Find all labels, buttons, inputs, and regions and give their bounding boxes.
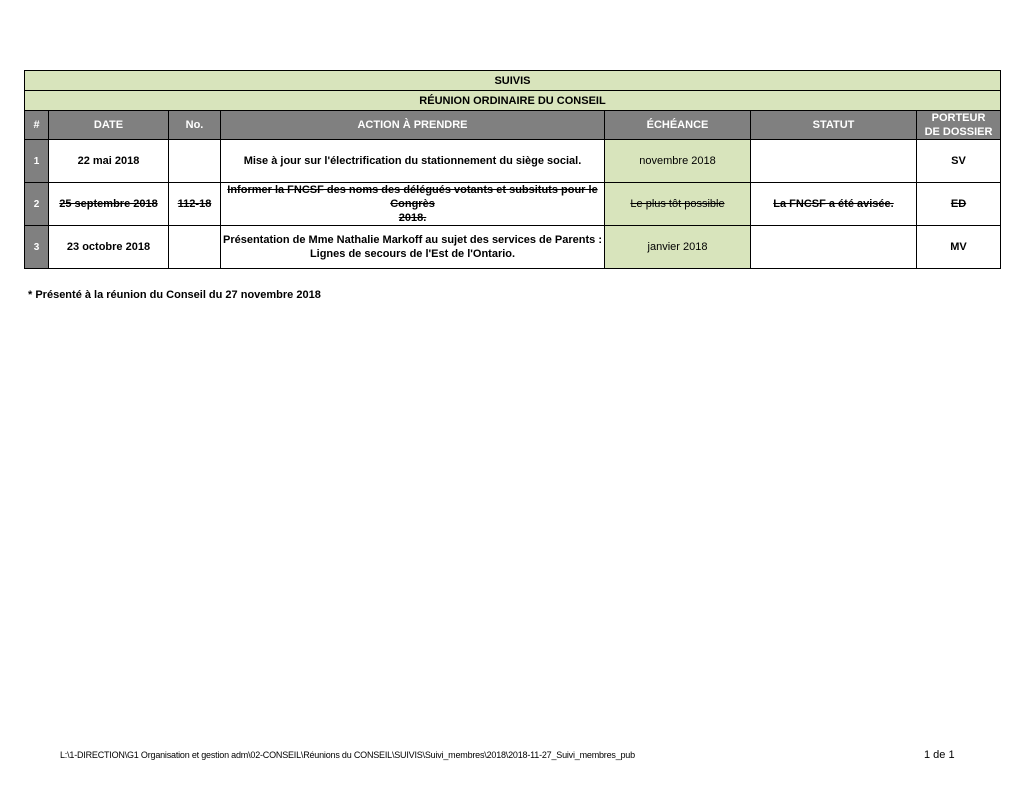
- row-statut: [751, 140, 917, 183]
- row-num: 2: [25, 183, 49, 226]
- presentation-note: * Présenté à la réunion du Conseil du 27 novembre 2018: [28, 289, 321, 301]
- header-num: #: [25, 111, 49, 140]
- header-action: ACTION À PRENDRE: [221, 111, 605, 140]
- row-statut: La FNCSF a été avisée.: [751, 183, 917, 226]
- header-porteur-line1: PORTEUR: [931, 112, 986, 124]
- row-num: 1: [25, 140, 49, 183]
- header-row: [25, 111, 1001, 140]
- row-echeance: novembre 2018: [605, 140, 751, 183]
- table-subtitle: RÉUNION ORDINAIRE DU CONSEIL: [25, 91, 1001, 111]
- row-action-line2: 2018.: [398, 212, 427, 224]
- footer-page-number: 1 de 1: [924, 749, 955, 761]
- header-statut: STATUT: [751, 111, 917, 140]
- tracking-sheet: [24, 70, 1000, 269]
- table-row: [25, 183, 1001, 226]
- header-porteur-line2: DE DOSSIER: [924, 126, 993, 138]
- row-no: [169, 226, 221, 269]
- row-no: 112-18: [169, 183, 221, 226]
- table-row: [25, 226, 1001, 269]
- header-echeance: ÉCHÉANCE: [605, 111, 751, 140]
- header-no: No.: [169, 111, 221, 140]
- row-action: [221, 183, 605, 226]
- row-action: [221, 226, 605, 269]
- tracking-table: [24, 70, 1001, 269]
- footer-file-path: L:\1-DIRECTION\G1 Organisation et gestion adm\02-CONSEIL\Réunions du CONSEIL\SUIVIS\Suivi_membres\2018\2018-11-27_Suivi_membres_pub: [60, 750, 635, 760]
- row-date: 25 septembre 2018: [49, 183, 169, 226]
- row-action-line1: Mise à jour sur l'électrification du stationnement du siège social.: [243, 155, 582, 167]
- header-date: DATE: [49, 111, 169, 140]
- row-action-line1: Informer la FNCSF des noms des délégués votants et subsituts pour le Congrès: [227, 184, 598, 210]
- row-porteur: SV: [917, 140, 1001, 183]
- row-date: 23 octobre 2018: [49, 226, 169, 269]
- row-echeance: janvier 2018: [605, 226, 751, 269]
- table-title: SUIVIS: [25, 71, 1001, 91]
- row-num: 3: [25, 226, 49, 269]
- row-statut: [751, 226, 917, 269]
- row-action-line1: Présentation de Mme Nathalie Markoff au sujet des services de Parents :: [222, 234, 603, 246]
- row-no: [169, 140, 221, 183]
- row-date: 22 mai 2018: [49, 140, 169, 183]
- header-porteur: [917, 111, 1001, 140]
- row-action: [221, 140, 605, 183]
- table-row: [25, 140, 1001, 183]
- row-echeance: Le plus tôt possible: [605, 183, 751, 226]
- row-porteur: MV: [917, 226, 1001, 269]
- row-porteur: ED: [917, 183, 1001, 226]
- row-action-line2: Lignes de secours de l'Est de l'Ontario.: [309, 248, 516, 260]
